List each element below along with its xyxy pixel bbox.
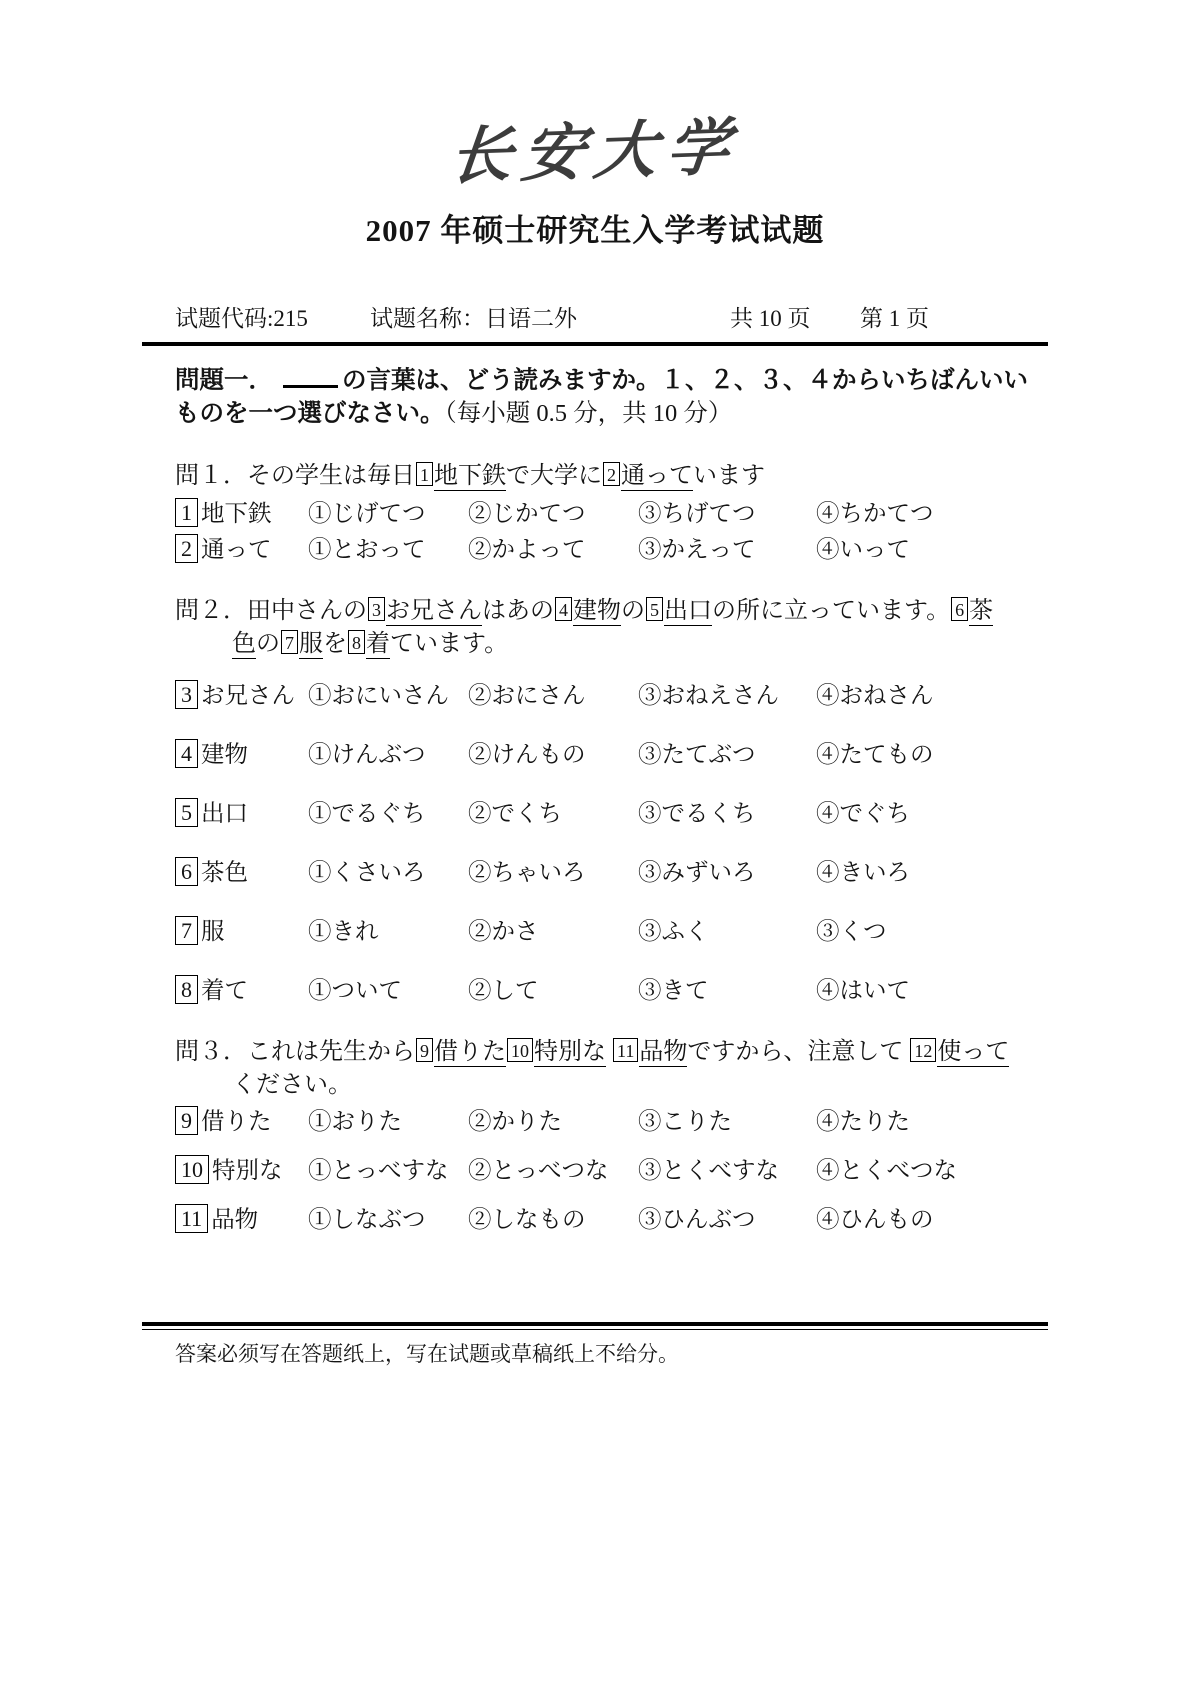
stem-text: はあの (482, 598, 554, 624)
option-1: ①おにいさん (308, 683, 449, 709)
stem-text: を (323, 631, 347, 657)
item-number-box: 4 (175, 739, 198, 768)
item-row (175, 1105, 1055, 1139)
item-word: お兄さん (201, 683, 295, 709)
item-list (175, 1105, 1055, 1237)
item-row (175, 974, 1055, 1008)
option-3: ③ふく (638, 919, 709, 945)
option-4: ③くつ (816, 919, 887, 945)
item-row (175, 1154, 1055, 1188)
item-word-cell (175, 679, 308, 713)
option-4: ④はいて (816, 978, 910, 1004)
item-word: 着て (201, 978, 248, 1004)
boxed-number: 6 (951, 597, 968, 621)
option-1: ①ついて (308, 978, 402, 1004)
option-2: ②ちゃいろ (468, 860, 586, 886)
option-2: ②じかてつ (468, 501, 586, 527)
underlined-word: 着 (366, 631, 390, 657)
stem-text: ですから、注意して (687, 1039, 910, 1065)
stem-text: 問２．田中さんの (175, 598, 367, 624)
question-block (175, 1036, 1055, 1237)
total-pages: 共 10 页 (730, 306, 811, 331)
option-4: ④きいろ (816, 860, 910, 886)
item-word-cell (175, 856, 308, 890)
stem-text: の (621, 598, 645, 624)
instructions-line-1 (175, 364, 1055, 397)
stem-text (606, 1039, 612, 1065)
option-3: ③でるくち (638, 801, 756, 827)
footer-divider (142, 1322, 1048, 1330)
option-2: ②かよって (468, 537, 586, 563)
item-word-cell (175, 915, 308, 949)
option-3: ③とくべすな (638, 1158, 779, 1184)
item-word-cell (175, 533, 308, 567)
stem-text: ください。 (232, 1072, 352, 1098)
stem-text: で大学に (506, 463, 602, 489)
boxed-number: 9 (416, 1038, 433, 1062)
underlined-word: お兄さん (386, 598, 482, 624)
instructions-line-2 (175, 397, 1055, 430)
underlined-word: 茶 (969, 598, 994, 624)
item-word: 服 (201, 919, 225, 945)
university-logo-calligraphy: 长安大学 (445, 109, 743, 194)
item-word: 特別な (212, 1158, 283, 1184)
item-word-cell (175, 1154, 308, 1188)
option-1: ①おりた (308, 1109, 402, 1135)
item-row (175, 797, 1055, 831)
item-word: 出口 (201, 801, 248, 827)
underlined-word: 地下鉄 (434, 463, 506, 489)
exam-code: 试题代码:215 (175, 306, 308, 331)
option-3: ③かえって (638, 537, 756, 563)
option-3: ③ちげてつ (638, 501, 756, 527)
item-word: 茶色 (201, 860, 248, 886)
option-4: ④とくべつな (816, 1158, 957, 1184)
boxed-number: 5 (646, 597, 663, 621)
option-2: ②して (468, 978, 539, 1004)
item-word-cell (175, 1105, 308, 1139)
option-1: ①でるぐち (308, 801, 426, 827)
question-stem-line (175, 1036, 1055, 1069)
option-1: ①とっべすな (308, 1158, 449, 1184)
boxed-number: 8 (348, 630, 365, 654)
item-row (175, 1203, 1055, 1237)
option-1: ①くさいろ (308, 860, 426, 886)
option-4: ④いって (816, 537, 910, 563)
item-number-box: 11 (175, 1204, 208, 1233)
item-row (175, 915, 1055, 949)
questions (175, 460, 1055, 1237)
question-block (175, 595, 1055, 1008)
option-3: ③みずいろ (638, 860, 756, 886)
item-word-cell (175, 974, 308, 1008)
instructions-text: の言葉は、どう読みますか。１、２、３、４からいちばんいい (342, 367, 1028, 394)
option-3: ③こりた (638, 1109, 732, 1135)
option-4: ④おねさん (816, 683, 934, 709)
option-2: ②かりた (468, 1109, 562, 1135)
boxed-number: 11 (613, 1038, 638, 1062)
underlined-word: 使って (937, 1039, 1010, 1065)
question-block (175, 460, 1055, 567)
boxed-number: 2 (603, 462, 620, 486)
option-2: ②でくち (468, 801, 562, 827)
item-row (175, 856, 1055, 890)
option-4: ④でぐち (816, 801, 910, 827)
option-3: ③たてぶつ (638, 742, 756, 768)
underlined-word: 通って (621, 463, 693, 489)
question-stem-line (175, 1069, 1055, 1102)
blank-underline (283, 384, 338, 388)
item-word: 品物 (211, 1207, 259, 1233)
option-3: ③ひんぶつ (638, 1207, 756, 1233)
item-number-box: 9 (175, 1106, 198, 1135)
stem-text: ています。 (390, 631, 509, 657)
stem-text: います (693, 463, 765, 489)
underlined-word: 建物 (573, 598, 621, 624)
page-footer (142, 1322, 1048, 1368)
option-4: ④たてもの (816, 742, 934, 768)
item-word-cell (175, 797, 308, 831)
item-word-cell (175, 497, 308, 531)
item-word-cell (175, 738, 308, 772)
option-1: ①じげてつ (308, 501, 426, 527)
stem-text: 問１．その学生は毎日 (175, 463, 415, 489)
item-number-box: 2 (175, 534, 198, 563)
item-row (175, 679, 1055, 713)
question-stem-line (175, 595, 1055, 628)
exam-header-row (175, 300, 1048, 333)
boxed-number: 7 (281, 630, 298, 654)
page-number: 第 1 页 (860, 306, 929, 331)
item-row (175, 497, 1055, 531)
item-word: 通って (201, 537, 272, 563)
option-4: ④ちかてつ (816, 501, 934, 527)
boxed-number: 10 (507, 1038, 533, 1062)
page-title: 2007 年硕士研究生入学考试试题 (365, 213, 825, 248)
item-number-box: 3 (175, 680, 198, 709)
option-2: ②けんもの (468, 742, 586, 768)
section-instructions (175, 364, 1055, 430)
underlined-word: 借りた (434, 1039, 506, 1065)
option-4: ④ひんもの (816, 1207, 934, 1233)
underlined-word: 特別な (534, 1039, 606, 1065)
boxed-number: 3 (368, 597, 385, 621)
underlined-word: 服 (299, 631, 323, 657)
header-divider (142, 342, 1048, 346)
item-row (175, 738, 1055, 772)
item-number-box: 10 (175, 1155, 209, 1184)
university-logo (0, 0, 1190, 194)
underlined-word: 色 (232, 631, 256, 657)
underlined-word: 出口 (664, 598, 712, 624)
underlined-word: 品物 (639, 1039, 688, 1065)
option-2: ②しなもの (468, 1207, 586, 1233)
item-word-cell (175, 1203, 308, 1237)
stem-text: の所に立っています。 (712, 598, 951, 624)
option-4: ④たりた (816, 1109, 910, 1135)
section-label: 問題一． (175, 367, 273, 394)
exam-name: 试题名称：日语二外 (370, 306, 577, 331)
option-2: ②かさ (468, 919, 539, 945)
item-number-box: 1 (175, 498, 198, 527)
scoring-note: （每小题 0.5 分，共 10 分） (444, 400, 733, 427)
question-stem-line (175, 628, 1055, 661)
item-list (175, 497, 1055, 567)
option-1: ①けんぶつ (308, 742, 426, 768)
stem-text: 問３．これは先生から (175, 1039, 415, 1065)
option-1: ①とおって (308, 537, 426, 563)
option-2: ②おにさん (468, 683, 586, 709)
item-number-box: 7 (175, 916, 198, 945)
boxed-number: 4 (555, 597, 572, 621)
boxed-number: 12 (910, 1038, 936, 1062)
stem-text: の (256, 631, 280, 657)
item-list (175, 679, 1055, 1008)
option-3: ③きて (638, 978, 709, 1004)
item-word: 地下鉄 (201, 501, 272, 527)
option-1: ①きれ (308, 919, 379, 945)
instructions-text-2: ものを一つ選びなさい。 (175, 400, 445, 427)
item-number-box: 6 (175, 857, 198, 886)
item-row (175, 533, 1055, 567)
item-number-box: 5 (175, 798, 198, 827)
item-word: 借りた (201, 1109, 272, 1135)
option-3: ③おねえさん (638, 683, 779, 709)
footer-notice: 答案必须写在答题纸上，写在试题或草稿纸上不给分。 (175, 1342, 679, 1366)
option-1: ①しなぶつ (308, 1207, 426, 1233)
option-2: ②とっべつな (468, 1158, 609, 1184)
item-number-box: 8 (175, 975, 198, 1004)
boxed-number: 1 (416, 462, 433, 486)
item-word: 建物 (201, 742, 248, 768)
question-stem-line (175, 460, 1055, 493)
